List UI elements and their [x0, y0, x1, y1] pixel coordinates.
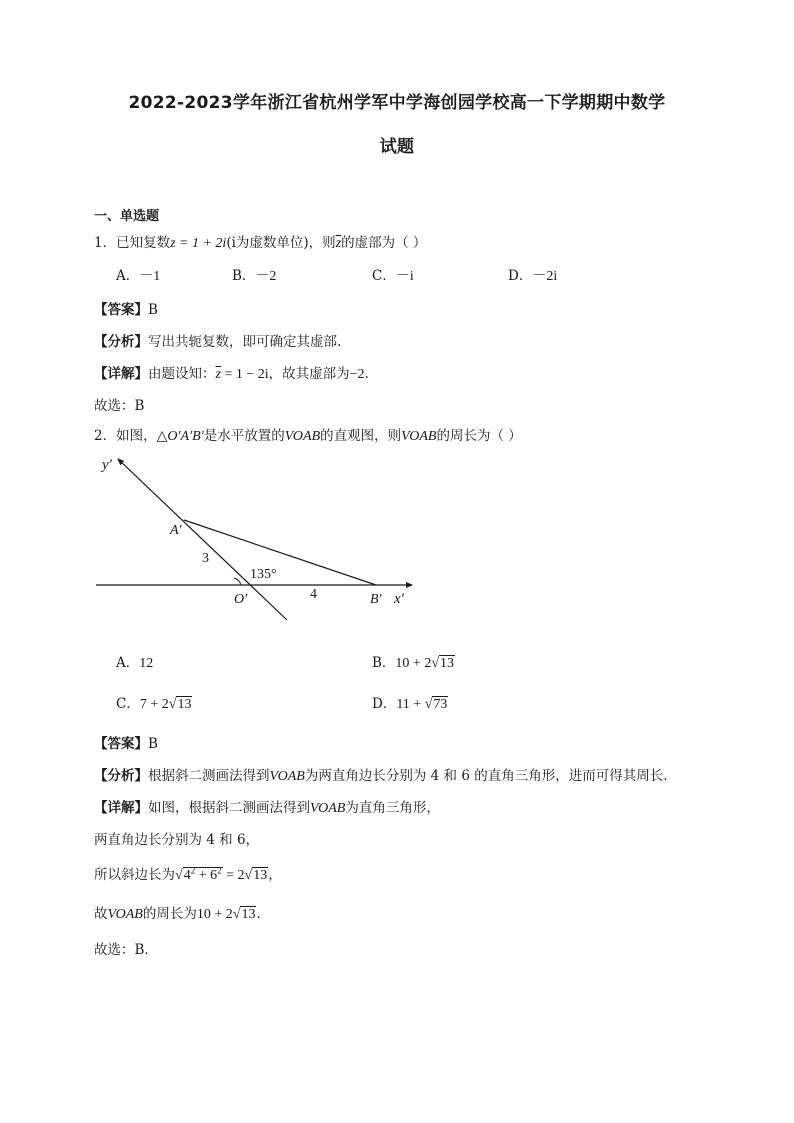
page-title-line1: 2022-2023学年浙江省杭州学军中学海创园学校高一下学期期中数学	[128, 93, 666, 113]
q2-detail-line2: 两直角边长分别为 4 和 6，	[94, 832, 260, 848]
q1-stem-conj: $\overline{z}$	[335, 236, 342, 251]
q1-analysis: 【分析】写出共轭复数，即可确定其虚部.	[94, 334, 342, 350]
q2-detail-line3: 所以斜边长为$√4^2 + 6^2 = 2√13$，	[94, 865, 282, 883]
q1-option-b: B．－2	[232, 268, 277, 284]
q1-stem-expr: z = 1 + 2i	[170, 236, 227, 251]
label-angle: 135°	[250, 567, 277, 582]
label-x-axis: x′	[394, 591, 404, 607]
q1-stem-a: 已知复数	[116, 235, 171, 251]
q1-detail: 【详解】由题设知：$\overline{z} = 1 - 2i$，故其虚部为−2.	[94, 366, 369, 382]
q1-stem	[94, 231, 426, 252]
q1-option-d: D．－2i	[508, 268, 558, 284]
q2-detail-line4: 故VOAB的周长为10 + 2√13．	[94, 906, 270, 922]
q2-option-a: A．12	[116, 655, 154, 671]
q2-stem: 2．如图，△O′A′B′是水平放置的VOAB的直观图，则VOAB的周长为（ ）	[94, 428, 522, 444]
q2-answer: 【答案】B	[94, 736, 158, 752]
q1-choice: 故选：B	[94, 398, 145, 414]
label-point-a: A′	[170, 523, 182, 538]
label-point-b: B′	[370, 592, 382, 607]
y-axis-line	[118, 459, 287, 620]
q2-choice: 故选：B．	[94, 942, 158, 958]
label-length-3: 3	[202, 551, 209, 566]
q2-option-b: B．10 + 2√13	[372, 655, 455, 671]
q2-option-c: C．7 + 2√13	[116, 696, 192, 712]
angle-arc	[234, 578, 241, 585]
q2-detail-line1: 【详解】如图，根据斜二测画法得到VOAB为直角三角形，	[94, 800, 440, 816]
label-length-4: 4	[310, 587, 317, 602]
q2-analysis: 【分析】根据斜二测画法得到VOAB为两直角边长分别为 4 和 6 的直角三角形，进而可得其周长.	[94, 768, 668, 784]
q1-stem-c: 的虚部为（ ）	[341, 235, 427, 251]
q1-option-c: C．－i	[372, 268, 414, 284]
q2-option-d: D．11 + √73	[372, 696, 448, 712]
segment-ab	[184, 520, 376, 585]
section-heading: 一、单选题	[94, 209, 160, 224]
page-title-line2: 试题	[379, 137, 415, 157]
q2-figure	[94, 450, 424, 625]
q1-option-a: A．－1	[116, 268, 161, 284]
q1-number: 1．	[94, 235, 117, 251]
label-y-axis: y′	[102, 457, 112, 473]
q1-answer: 【答案】B	[94, 302, 158, 318]
label-point-o: O′	[234, 592, 248, 607]
q1-stem-b: (i为虚数单位)，则	[226, 235, 336, 251]
